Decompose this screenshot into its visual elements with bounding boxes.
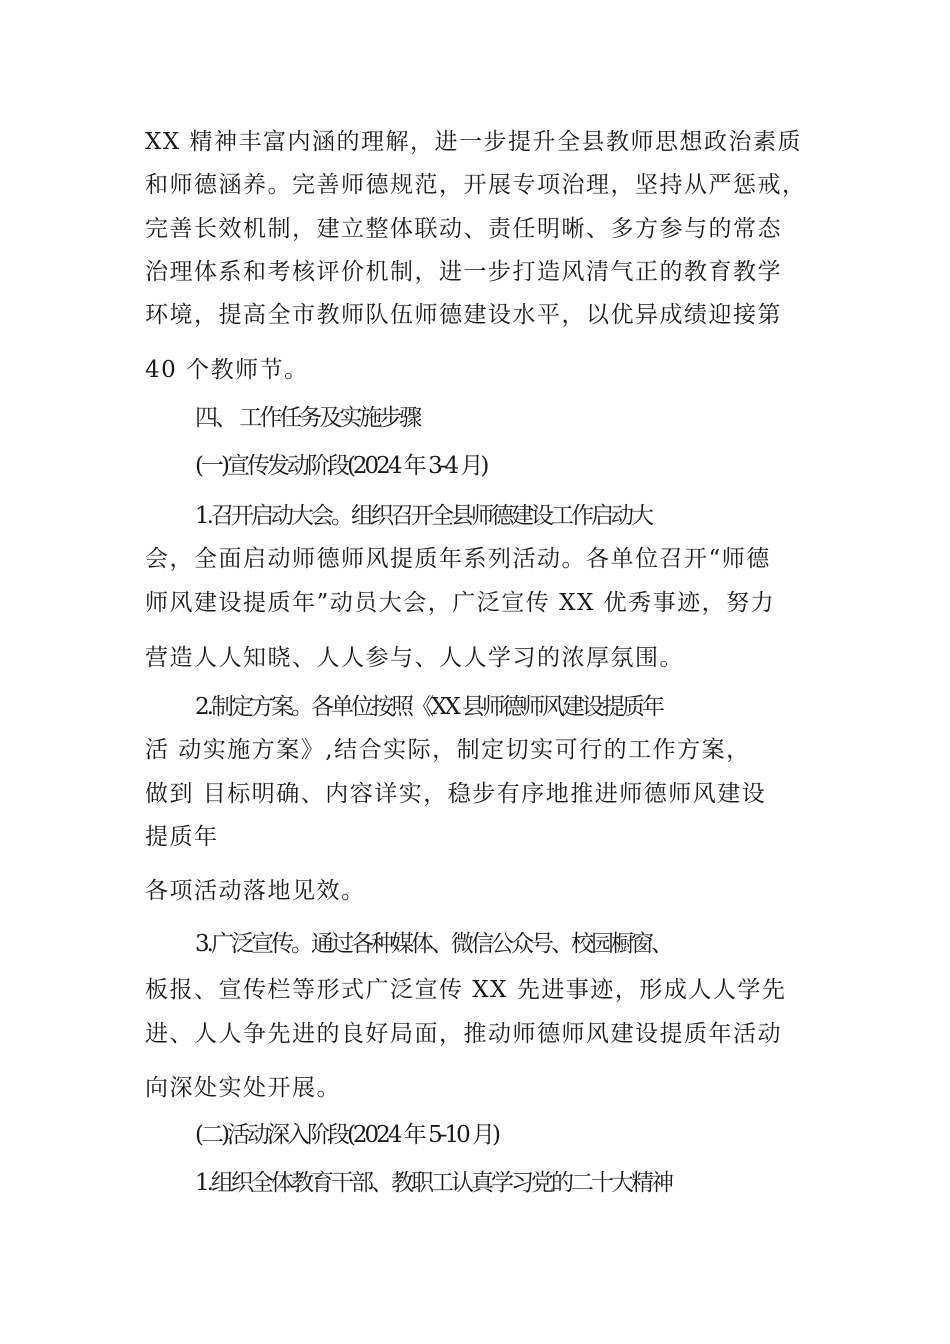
- text-line: 向深处实处开展。: [145, 1075, 341, 1101]
- text-line: 1.组织全体教育干部、教职工认真学习党的二十大精神: [195, 1170, 671, 1196]
- text-line: 活 动实施方案》,结合实际，制定切实可行的工作方案，: [145, 737, 751, 763]
- subsection-heading: (二)活动深入阶段(2024 年 5-10 月): [195, 1122, 499, 1148]
- text-line: 和师德涵养。完善师德规范，开展专项治理，坚持从严惩戒，: [145, 172, 807, 198]
- text-line: 师风建设提质年”动员大会，广泛宣传 XX 优秀事迹，努力: [145, 590, 776, 616]
- text-line: 板报、宣传栏等形式广泛宣传 XX 先进事迹，形成人人学先: [145, 977, 787, 1003]
- text-line: 各项活动落地见效。: [145, 878, 366, 904]
- text-line: XX 精神丰富内涵的理解，进一步提升全县教师思想政治素质: [145, 129, 803, 155]
- section-heading: 四、 工作任务及实施步骤: [195, 405, 420, 431]
- text-line: 进、人人争先进的良好局面，推动师德师风建设提质年活动: [145, 1021, 782, 1047]
- text-line: 3.广泛宣传。通过各种媒体、微信公众号、校园橱窗、: [195, 931, 671, 957]
- text-line: 环境，提高全市教师队伍师德建设水平，以优异成绩迎接第: [145, 302, 782, 328]
- text-line: 做到 目标明确、内容详实，稳步有序地推进师德师风建设: [145, 781, 767, 807]
- text-line: 会，全面启动师德师风提质年系列活动。各单位召开“师德: [145, 546, 771, 572]
- text-line: 营造人人知晓、人人参与、人人学习的浓厚氛围。: [145, 645, 684, 671]
- text-line: 治理体系和考核评价机制，进一步打造风清气正的教育教学: [145, 259, 782, 285]
- text-line: 40 个教师节。: [145, 357, 309, 383]
- subsection-heading: (一)宣传发动阶段(2024 年 3-4 月): [195, 453, 487, 479]
- text-line: 1.召开启动大会。组织召开全县师德建设工作启动大: [195, 503, 651, 529]
- text-line: 2.制定方案。各单位按照《XX 县师德师风建设提质年: [195, 694, 663, 720]
- text-line: 完善长效机制，建立整体联动、责任明晰、多方参与的常态: [145, 216, 782, 242]
- text-line: 提质年: [145, 824, 219, 850]
